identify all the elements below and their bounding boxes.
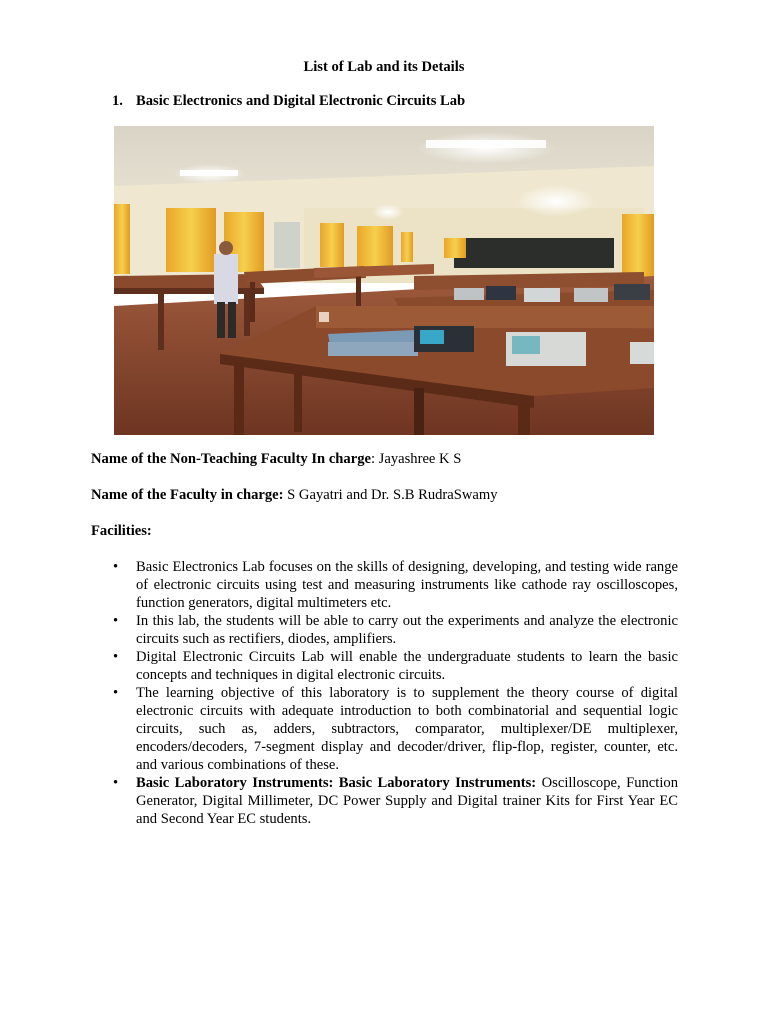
list-item-text: Oscilloscope, Function Generator, Digital Millimeter, DC Power Supply and Digital trainer Kits for First Year EC and Second Year EC students. xyxy=(136,775,678,827)
bullet-icon: • xyxy=(113,649,119,665)
facilities-heading: Facilities: xyxy=(91,523,152,539)
list-item-bold: Basic Laboratory Instruments: Basic Laboratory Instruments: xyxy=(136,775,537,791)
faculty-line xyxy=(91,487,498,504)
faculty-label: Name of the Faculty in charge: xyxy=(91,487,284,503)
list-item-text: In this lab, the students will be able to carry out the experiments and analyze the electronic circuits such as rectifiers, diodes, amplifiers. xyxy=(136,613,678,647)
faculty-value: S Gayatri and Dr. S.B RudraSwamy xyxy=(283,487,498,503)
bullet-icon: • xyxy=(113,559,119,575)
list-item xyxy=(110,684,678,774)
list-item xyxy=(110,648,678,684)
section-number: 1. xyxy=(112,93,123,109)
lab-photo xyxy=(114,126,654,435)
list-item xyxy=(110,612,678,648)
list-item-text: Basic Electronics Lab focuses on the skills of designing, developing, and testing wide range of electronic circuits using test and measuring instruments like cathode ray oscilloscopes, function generators, digital multimeters etc. xyxy=(136,559,678,611)
facilities-list xyxy=(110,558,678,828)
list-item xyxy=(110,558,678,612)
bullet-icon: • xyxy=(113,685,119,701)
non-teaching-faculty-value: Jayashree K S xyxy=(378,451,462,467)
list-item xyxy=(110,774,678,828)
section-heading xyxy=(112,93,465,110)
bullet-icon: • xyxy=(113,775,119,791)
list-item-text: The learning objective of this laboratory is to supplement the theory course of digital electronic circuits with adequate introduction to both combinatorial and sequential logic circuits, such as, adders, subtractors, comparator, multiplexer/DE multiplexer, encoders/decoders, 7-segment display and decoder/driver, flip-flop, register, counter, etc. and various combinations of these. xyxy=(136,685,678,773)
non-teaching-faculty-line xyxy=(91,451,461,468)
section-title: Basic Electronics and Digital Electronic Circuits Lab xyxy=(136,93,466,109)
bullet-icon: • xyxy=(113,613,119,629)
list-item-text: Digital Electronic Circuits Lab will enable the undergraduate students to learn the basic concepts and techniques in digital electronic circuits. xyxy=(136,649,678,683)
non-teaching-faculty-label: Name of the Non-Teaching Faculty In charge xyxy=(91,451,371,467)
document-title: List of Lab and its Details xyxy=(303,59,465,75)
non-teaching-faculty-separator: : xyxy=(370,451,379,467)
